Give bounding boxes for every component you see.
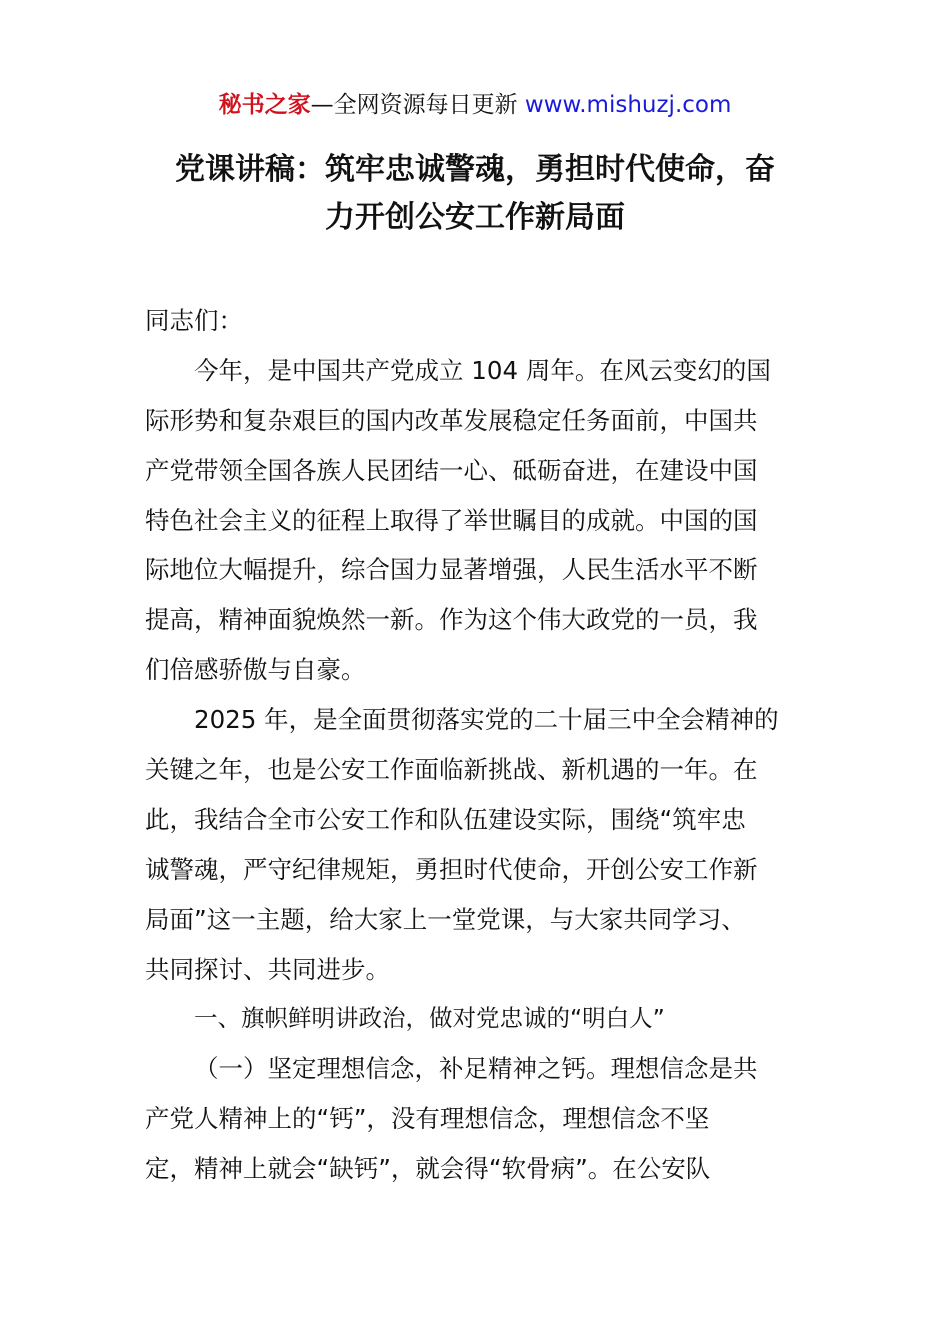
paragraph-2-line: 此，我结合全市公安工作和队伍建设实际，围绕“筑牢忠 bbox=[145, 804, 746, 834]
banner-brand: 秘书之家 bbox=[218, 92, 311, 118]
paragraph-3-line: （一）坚定理想信念，补足精神之钙。理想信念是共 bbox=[194, 1054, 758, 1084]
paragraph-2-line: 共同探讨、共同进步。 bbox=[145, 954, 390, 984]
paragraph-1-line: 提高，精神面貌焕然一新。作为这个伟大政党的一员，我 bbox=[145, 605, 758, 635]
banner-tagline: —全网资源每日更新 bbox=[310, 92, 525, 118]
paragraph-2-line: 关键之年，也是公安工作面临新挑战、新机遇的一年。在 bbox=[145, 755, 758, 785]
banner-url-link[interactable]: www.mishuzj.com bbox=[524, 92, 732, 118]
section-1-heading: 一、旗帜鲜明讲政治，做对党忠诚的“明白人” bbox=[194, 1004, 665, 1033]
paragraph-2-line: 诚警魂，严守纪律规矩，勇担时代使命，开创公安工作新 bbox=[145, 854, 758, 884]
document-title bbox=[140, 146, 810, 242]
paragraph-1-line: 产党带领全国各族人民团结一心、砥砺奋进，在建设中国 bbox=[145, 455, 758, 485]
paragraph-2-line: 局面”这一主题，给大家上一堂党课，与大家共同学习、 bbox=[145, 904, 746, 934]
paragraph-1-line: 特色社会主义的征程上取得了举世瞩目的成就。中国的国 bbox=[145, 505, 758, 535]
paragraph-1-line: 们倍感骄傲与自豪。 bbox=[145, 655, 366, 685]
paragraph-1-line: 际地位大幅提升，综合国力显著增强，人民生活水平不断 bbox=[145, 555, 758, 585]
site-banner bbox=[0, 88, 950, 122]
paragraph-2-line: 2025 年，是全面贯彻落实党的二十届三中全会精神的 bbox=[194, 705, 779, 735]
document-body bbox=[145, 296, 815, 1194]
title-line: 力开创公安工作新局面 bbox=[325, 200, 625, 235]
title-line: 党课讲稿：筑牢忠诚警魂，勇担时代使命，奋 bbox=[175, 152, 775, 187]
paragraph-3-line: 产党人精神上的“钙”，没有理想信念，理想信念不坚 bbox=[145, 1104, 710, 1134]
paragraph-1-line: 际形势和复杂艰巨的国内改革发展稳定任务面前，中国共 bbox=[145, 405, 758, 435]
paragraph-1-line: 今年，是中国共产党成立 104 周年。在风云变幻的国 bbox=[194, 355, 771, 385]
paragraph-3-line: 定，精神上就会“缺钙”，就会得“软骨病”。在公安队 bbox=[145, 1154, 711, 1184]
salutation: 同志们： bbox=[145, 306, 243, 335]
